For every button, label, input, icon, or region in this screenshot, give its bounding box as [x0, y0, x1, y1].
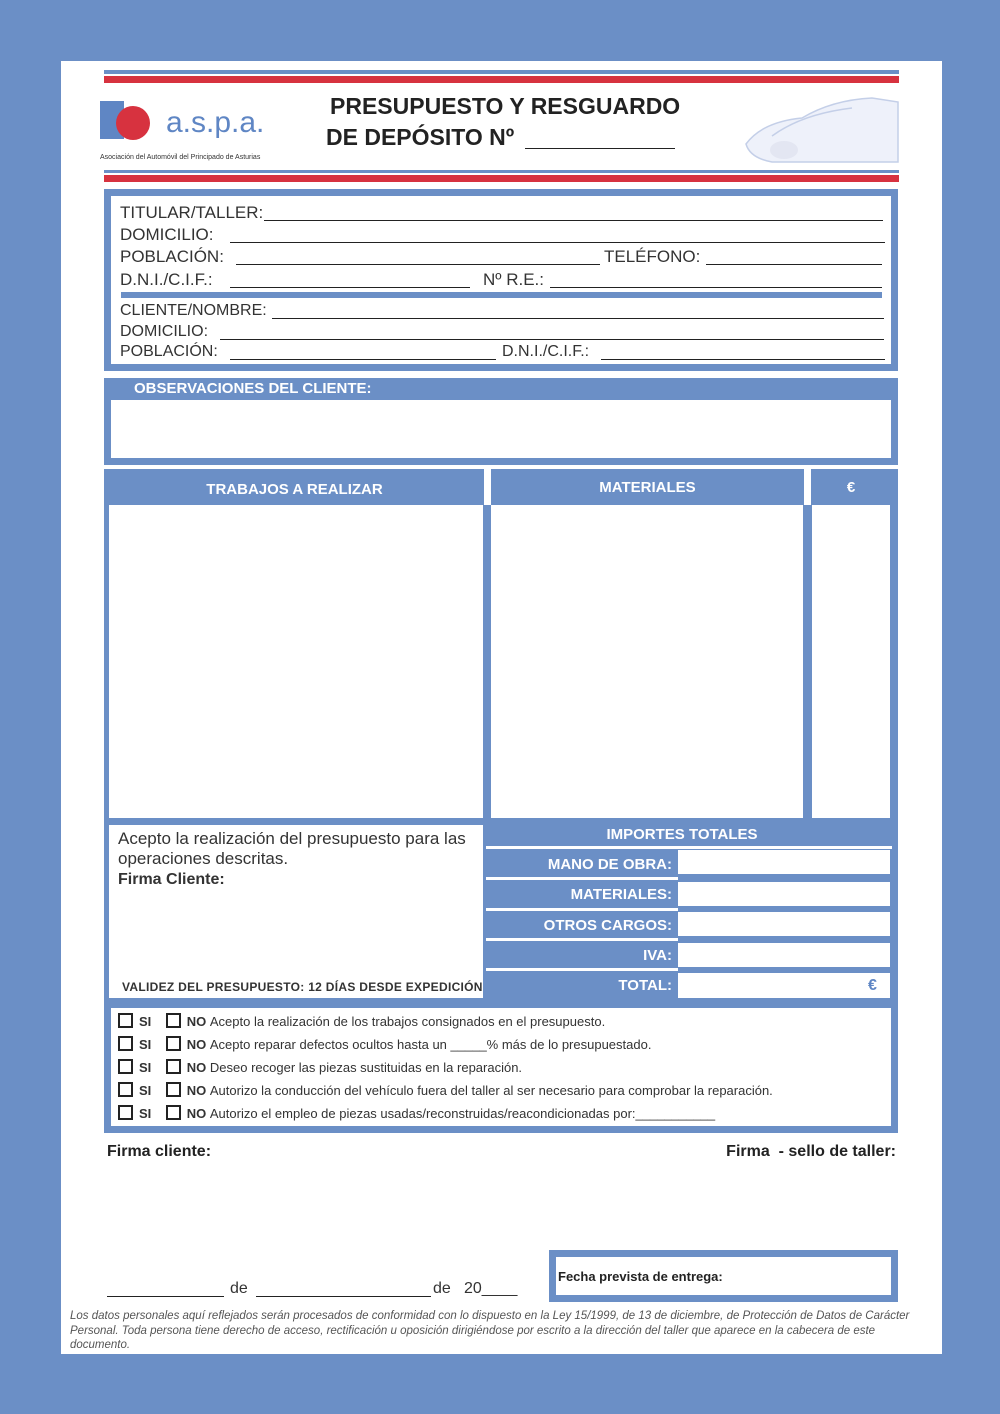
trabajos-field[interactable]: [109, 505, 483, 818]
check-row: [118, 1036, 651, 1052]
titular-label: TITULAR/TALLER:: [120, 203, 264, 222]
no-label: NO: [186, 1014, 207, 1029]
observaciones-header: OBSERVACIONES DEL CLIENTE:: [134, 380, 372, 397]
legal-footer: Los datos personales aquí reflejados serán procesados de conformidad con lo dispuesto en la Ley 15/1999, de 13 de diciembre, de Protección de Datos de Carácter Personal. Toda persona tiene derecho de acceso, rectificación u oposición dirigiéndose por escrito a la dirección del taller que aparece en la cabecera de este documento.: [70, 1310, 910, 1351]
nre-label: Nº R.E.:: [483, 270, 544, 289]
mano-obra-field[interactable]: [678, 850, 890, 874]
no-checkbox[interactable]: [166, 1059, 181, 1074]
header-stripe-blue-top: [104, 70, 899, 74]
materiales-total-label: MATERIALES:: [570, 886, 672, 903]
aspa-logo-icon: [100, 97, 160, 147]
cliente-nombre-field[interactable]: [272, 318, 884, 319]
euro-header: €: [846, 479, 856, 496]
totals-rule-5: [486, 968, 678, 971]
form-title-line2: DE DEPÓSITO Nº: [326, 124, 515, 150]
check-row: [118, 1082, 773, 1098]
mano-obra-label: MANO DE OBRA:: [547, 856, 672, 873]
si-checkbox[interactable]: [118, 1082, 133, 1097]
total-field[interactable]: [678, 973, 890, 998]
dni-label: D.N.I./C.I.F.:: [120, 270, 213, 289]
si-label: SI: [139, 1037, 152, 1052]
materiales-header: MATERIALES: [599, 479, 696, 496]
car-silhouette-icon: [742, 92, 900, 173]
si-label: SI: [139, 1060, 152, 1075]
acepto-text: Acepto la realización del presupuesto para las operaciones descritas.: [118, 829, 466, 868]
importes-header: IMPORTES TOTALES: [606, 826, 758, 843]
no-label: NO: [186, 1083, 207, 1098]
logo-text: a.s.p.a.: [166, 106, 265, 139]
no-label: NO: [186, 1060, 207, 1075]
si-checkbox[interactable]: [118, 1013, 133, 1028]
poblacion-field[interactable]: [236, 264, 600, 265]
si-checkbox[interactable]: [118, 1036, 133, 1051]
si-label: SI: [139, 1083, 152, 1098]
domicilio-label: DOMICILIO:: [120, 225, 214, 244]
check-row: [118, 1105, 715, 1121]
totals-rule-1: [486, 846, 892, 849]
cliente-poblacion-label: POBLACIÓN:: [120, 343, 218, 360]
total-euro-symbol: €: [868, 977, 877, 994]
firma-cliente-label: Firma Cliente:: [118, 871, 225, 888]
fecha-year-field[interactable]: 20____: [464, 1280, 518, 1297]
domicilio-field[interactable]: [230, 242, 885, 243]
deposit-number-field[interactable]: [525, 148, 675, 149]
firma-taller-label: Firma - sello de taller:: [726, 1143, 896, 1160]
dni-field[interactable]: [230, 287, 470, 288]
totals-rule-4: [486, 938, 678, 941]
firma-cliente-sign-label: Firma cliente:: [107, 1143, 212, 1160]
observaciones-field[interactable]: [111, 400, 891, 458]
otros-cargos-field[interactable]: [678, 912, 890, 936]
no-label: NO: [186, 1106, 207, 1121]
titular-field[interactable]: [264, 220, 883, 221]
nre-field[interactable]: [550, 287, 882, 288]
no-checkbox[interactable]: [166, 1105, 181, 1120]
check-text: Deseo recoger las piezas sustituidas en la reparación.: [209, 1060, 523, 1075]
cliente-dni-label: D.N.I./C.I.F.:: [502, 343, 590, 360]
check-text: Acepto la realización de los trabajos consignados en el presupuesto.: [209, 1014, 606, 1029]
no-checkbox[interactable]: [166, 1036, 181, 1051]
poblacion-label: POBLACIÓN:: [120, 247, 224, 266]
form-title-line1: PRESUPUESTO Y RESGUARDO: [330, 93, 681, 119]
totals-rule-3: [486, 908, 678, 911]
check-text: Autorizo el empleo de piezas usadas/reconstruidas/reacondicionadas por:___________: [209, 1106, 716, 1121]
firma-taller-area[interactable]: [560, 1165, 896, 1245]
validez-text: VALIDEZ DEL PRESUPUESTO: 12 DÍAS DESDE EXPEDICIÓN: [122, 980, 483, 994]
firma-cliente-area[interactable]: [107, 1165, 507, 1245]
fecha-dia-field[interactable]: [107, 1296, 224, 1297]
cliente-nombre-label: CLIENTE/NOMBRE:: [120, 302, 267, 319]
cliente-domicilio-field[interactable]: [220, 339, 884, 340]
fecha-prevista-label: Fecha prevista de entrega:: [558, 1269, 723, 1284]
check-row: [118, 1013, 605, 1029]
si-label: SI: [139, 1106, 152, 1121]
de-label-2: de: [433, 1280, 451, 1297]
logo-subtitle: Asociación del Automóvil del Principado de Asturias: [100, 154, 261, 161]
cliente-dni-field[interactable]: [601, 359, 885, 360]
no-checkbox[interactable]: [166, 1013, 181, 1028]
cliente-poblacion-field[interactable]: [230, 359, 496, 360]
check-text: Autorizo la conducción del vehículo fuera del taller al ser necesario para comprobar la reparación.: [209, 1083, 773, 1098]
section-divider: [121, 292, 882, 298]
header-stripe-red-top: [104, 76, 899, 83]
materiales-total-field[interactable]: [678, 882, 890, 906]
col-gap-2: [804, 469, 811, 505]
check-text: Acepto reparar defectos ocultos hasta un _____% más de lo presupuestado.: [209, 1037, 652, 1052]
si-checkbox[interactable]: [118, 1105, 133, 1120]
check-row: [118, 1059, 522, 1075]
header-stripe-red-bottom: [104, 175, 899, 182]
col-gap-1: [484, 469, 491, 505]
telefono-label: TELÉFONO:: [604, 247, 701, 266]
total-label: TOTAL:: [618, 977, 672, 994]
telefono-field[interactable]: [706, 264, 882, 265]
cliente-domicilio-label: DOMICILIO:: [120, 323, 209, 340]
otros-cargos-label: OTROS CARGOS:: [543, 917, 672, 934]
trabajos-header: TRABAJOS A REALIZAR: [206, 481, 383, 498]
materiales-field[interactable]: [491, 505, 803, 818]
no-label: NO: [186, 1037, 207, 1052]
totals-rule-2: [486, 877, 678, 880]
iva-label: IVA:: [643, 947, 672, 964]
euro-field[interactable]: [812, 505, 890, 818]
fecha-mes-field[interactable]: [256, 1296, 431, 1297]
de-label-1: de: [230, 1280, 248, 1297]
iva-field[interactable]: [678, 943, 890, 967]
no-checkbox[interactable]: [166, 1082, 181, 1097]
si-label: SI: [139, 1014, 152, 1029]
si-checkbox[interactable]: [118, 1059, 133, 1074]
